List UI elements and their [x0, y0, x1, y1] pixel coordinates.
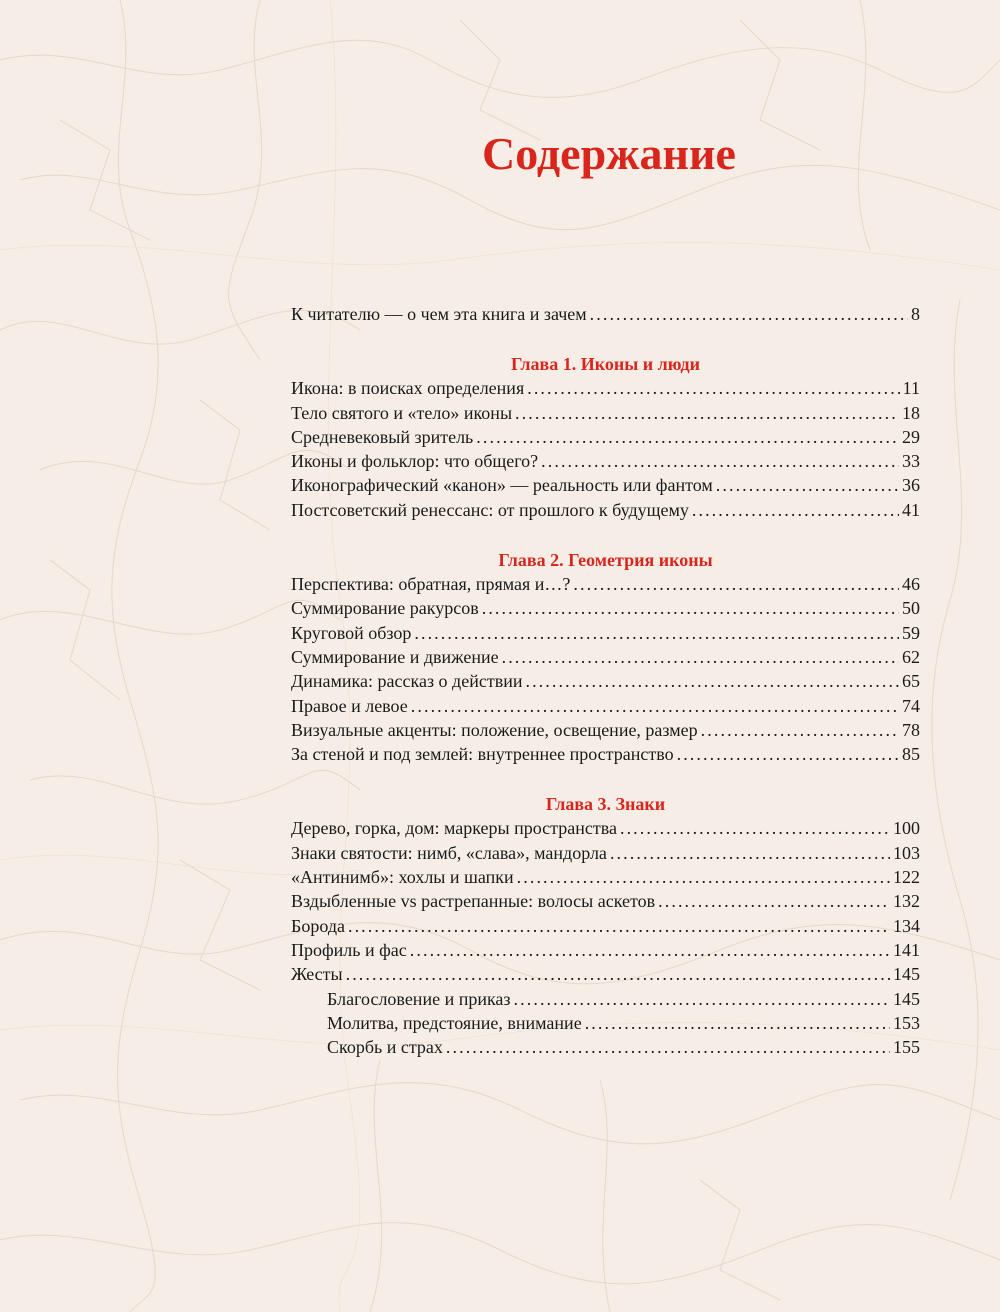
toc-entry-title: Жесты — [291, 964, 343, 985]
toc-entry[interactable] — [291, 718, 920, 742]
toc-entry[interactable] — [291, 938, 920, 962]
dot-leader — [677, 742, 899, 766]
dot-leader — [482, 596, 899, 620]
toc-entry-title: К читателю — о чем эта книга и зачем — [291, 304, 587, 324]
toc-entry-page: 153 — [893, 1012, 920, 1033]
toc-entry-page: 62 — [902, 646, 920, 667]
toc-entry-title: «Антинимб»: хохлы и шапки — [291, 867, 514, 888]
toc-entry-page: 78 — [902, 719, 920, 740]
toc-entry-page: 141 — [893, 939, 920, 960]
toc-entry-title: Тело святого и «тело» иконы — [291, 402, 513, 423]
toc-entry-title: Динамика: рассказ о действии — [291, 671, 523, 692]
toc-entry-title: Иконографический «канон» — реальность или фантом — [291, 475, 713, 496]
page-title: Содержание — [482, 128, 736, 179]
toc-entry-title: Средневековый зритель — [291, 426, 474, 447]
toc-entry-title: Молитва, предстояние, внимание — [327, 1012, 582, 1033]
toc-entry-title: За стеной и под землей: внутреннее пространство — [291, 744, 674, 765]
toc-entry-title: Благословение и приказ — [327, 988, 511, 1009]
toc-entry[interactable] — [291, 449, 920, 473]
chapter-heading-2[interactable]: Глава 2. Геометрия иконы — [498, 550, 713, 571]
chapter-heading-3[interactable]: Глава 3. Знаки — [545, 794, 666, 815]
toc-entry-title: Суммирование и движение — [291, 646, 499, 667]
dot-leader — [610, 841, 890, 865]
dot-leader — [590, 302, 908, 326]
dot-leader — [348, 914, 890, 938]
dot-leader — [692, 498, 899, 522]
toc-entry-page: 8 — [911, 304, 920, 324]
toc-entry[interactable] — [291, 473, 920, 497]
toc-entry-title: Круговой обзор — [291, 622, 412, 643]
toc-entry[interactable] — [291, 621, 920, 645]
dot-leader — [515, 401, 899, 425]
toc-entry-page: 85 — [902, 744, 920, 765]
toc-entry[interactable] — [291, 914, 920, 938]
dot-leader — [411, 694, 899, 718]
dot-leader — [573, 572, 899, 596]
toc-entry-title: Иконы и фольклор: что общего? — [291, 451, 539, 472]
toc-subentry[interactable] — [291, 1035, 920, 1059]
dot-leader — [517, 865, 890, 889]
toc-entry[interactable] — [291, 669, 920, 693]
toc-entry-intro[interactable] — [291, 302, 920, 326]
toc-entry-page: 46 — [902, 574, 920, 595]
toc-entry-page: 145 — [893, 988, 920, 1009]
toc-entry[interactable] — [291, 596, 920, 620]
dot-leader — [585, 1011, 890, 1035]
toc-entry-page: 33 — [902, 451, 920, 472]
toc-entry[interactable] — [291, 816, 920, 840]
dot-leader — [410, 938, 890, 962]
toc-entry-title: Икона: в поисках определения — [291, 378, 525, 399]
dot-leader — [701, 718, 899, 742]
toc-entry-title: Постсоветский ренессанс: от прошлого к будущему — [291, 499, 689, 520]
toc-entry[interactable] — [291, 425, 920, 449]
dot-leader — [446, 1035, 890, 1059]
toc-entry-page: 11 — [902, 378, 920, 399]
toc-entry-title: Профиль и фас — [291, 939, 407, 960]
dot-leader — [716, 473, 899, 497]
toc-entry-page: 74 — [902, 695, 920, 716]
toc-subentry[interactable] — [291, 987, 920, 1011]
toc-entry-page: 41 — [902, 499, 920, 520]
chapter-heading-1[interactable]: Глава 1. Иконы и люди — [511, 354, 700, 375]
toc-entry-title: Перспектива: обратная, прямая и…? — [291, 574, 571, 595]
dot-leader — [502, 645, 899, 669]
toc-entry[interactable] — [291, 889, 920, 913]
toc-entry-page: 155 — [893, 1037, 920, 1058]
toc-entry-title: Вздыбленные vs растрепанные: волосы аскетов — [291, 891, 656, 912]
dot-leader — [658, 889, 890, 913]
dot-leader — [527, 376, 899, 400]
dot-leader — [525, 669, 899, 693]
dot-leader — [346, 962, 890, 986]
toc-entry-page: 100 — [893, 818, 920, 839]
toc-entry[interactable] — [291, 841, 920, 865]
toc-entry-page: 18 — [902, 402, 920, 423]
toc-entry-title: Скорбь и страх — [327, 1037, 443, 1058]
toc-entry-page: 36 — [902, 475, 920, 496]
dot-leader — [620, 816, 890, 840]
dot-leader — [476, 425, 899, 449]
toc-entry-title: Визуальные акценты: положение, освещение, размер — [291, 719, 698, 740]
toc-entry[interactable] — [291, 498, 920, 522]
toc-subentry[interactable] — [291, 1011, 920, 1035]
toc-entry[interactable] — [291, 694, 920, 718]
toc-entry[interactable] — [291, 401, 920, 425]
dot-leader — [414, 621, 899, 645]
toc-entry-title: Борода — [291, 915, 345, 936]
toc-entry[interactable] — [291, 645, 920, 669]
toc-entry-page: 134 — [893, 915, 920, 936]
toc-entry-page: 50 — [902, 598, 920, 619]
toc-entry[interactable] — [291, 376, 920, 400]
toc-entry[interactable] — [291, 865, 920, 889]
toc-entry-page: 122 — [893, 867, 920, 888]
toc-entry[interactable] — [291, 962, 920, 986]
toc-entry[interactable] — [291, 742, 920, 766]
table-of-contents — [291, 302, 920, 1059]
toc-entry-page: 145 — [893, 964, 920, 985]
dot-leader — [514, 987, 890, 1011]
toc-entry-page: 65 — [902, 671, 920, 692]
toc-entry-page: 103 — [893, 842, 920, 863]
toc-entry-title: Суммирование ракурсов — [291, 598, 479, 619]
dot-leader — [541, 449, 899, 473]
toc-entry-page: 59 — [902, 622, 920, 643]
toc-entry-page: 132 — [893, 891, 920, 912]
toc-entry[interactable] — [291, 572, 920, 596]
toc-entry-title: Правое и левое — [291, 695, 408, 716]
toc-entry-title: Дерево, горка, дом: маркеры пространства — [291, 818, 617, 839]
toc-entry-page: 29 — [902, 426, 920, 447]
toc-entry-title: Знаки святости: нимб, «слава», мандорла — [291, 842, 607, 863]
